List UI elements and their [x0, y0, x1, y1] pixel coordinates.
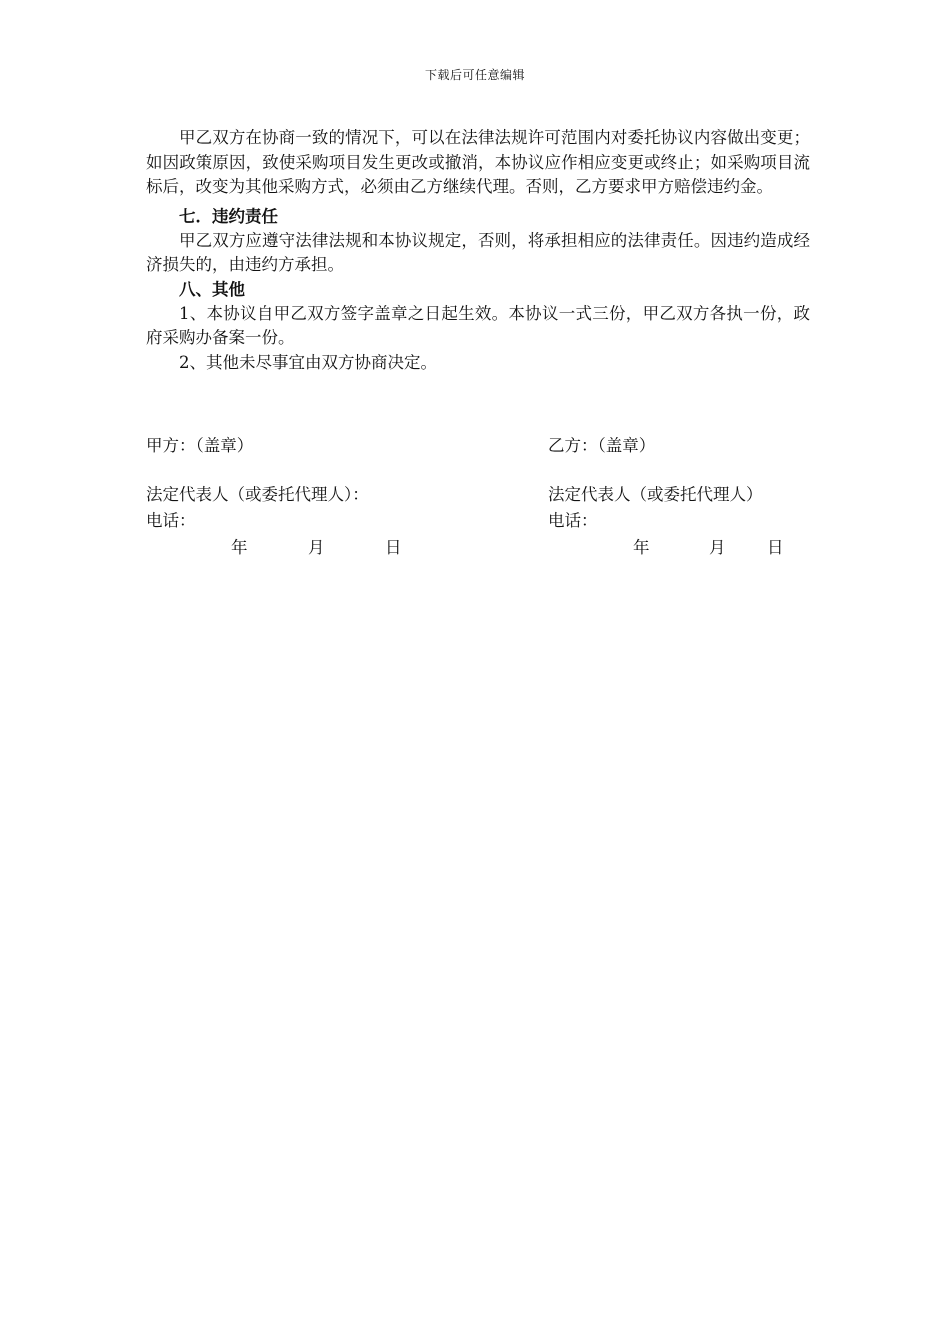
- section-heading-other: 八、其他: [179, 279, 245, 299]
- paragraph-misc: 2、其他未尽事宜由双方协商决定。: [179, 352, 437, 372]
- party-a-year: 年: [231, 538, 248, 557]
- document-body: [146, 126, 810, 375]
- page-header: 下载后可任意编辑: [424, 68, 525, 82]
- party-b-representative: 法定代表人（或委托代理人）: [548, 485, 763, 504]
- party-b-phone: 电话：: [548, 511, 598, 530]
- paragraph-amendment: 甲乙双方在协商一致的情况下，可以在法律法规许可范围内对委托协议内容做出变更；如因政策原因，致使采购项目发生更改或撤消，本协议应作相应变更或终止；如采购项目流标后，改变为其他采购方式，必须由乙方继续代理。否则，乙方要求甲方赔偿违约金。: [146, 128, 810, 196]
- party-a-label: 甲方：（盖章）: [146, 436, 254, 455]
- paragraph-effective: 1、本协议自甲乙双方签字盖章之日起生效。本协议一式三份，甲乙双方各执一份，政府采购办备案一份。: [146, 303, 810, 347]
- party-b-day: 日: [767, 538, 784, 557]
- party-a-month: 月: [308, 538, 325, 557]
- party-a-representative: 法定代表人（或委托代理人）：: [146, 485, 369, 504]
- party-a-day: 日: [385, 538, 402, 557]
- party-b-label: 乙方：（盖章）: [548, 436, 656, 455]
- section-heading-liability: 七．违约责任: [179, 206, 278, 226]
- party-a-phone: 电话：: [146, 511, 196, 530]
- party-b-month: 月: [709, 538, 726, 557]
- paragraph-liability: 甲乙双方应遵守法律法规和本协议规定，否则，将承担相应的法律责任。因违约造成经济损失的，由违约方承担。: [146, 230, 810, 274]
- party-b-year: 年: [633, 538, 650, 557]
